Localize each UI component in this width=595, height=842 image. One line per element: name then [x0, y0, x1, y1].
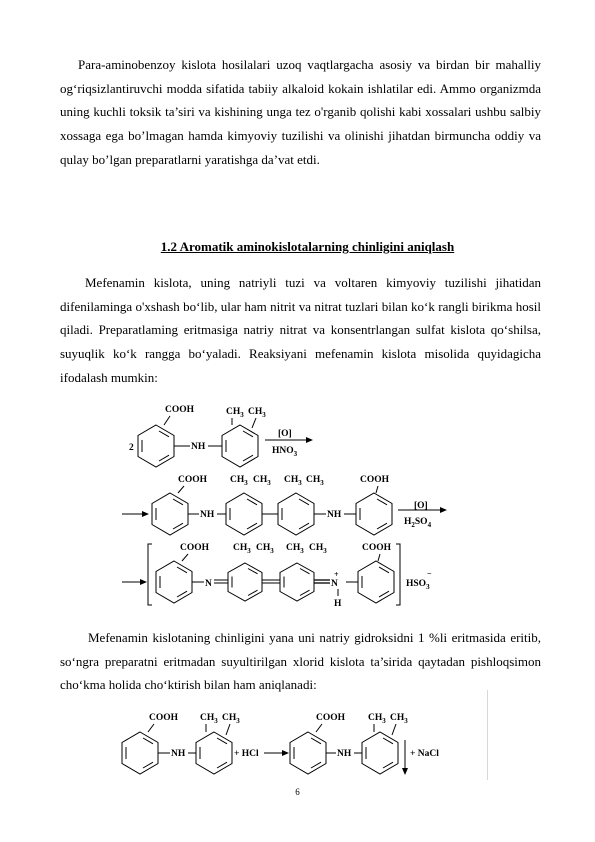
benzene-ring: [196, 732, 232, 774]
cooh-label: COOH: [178, 475, 208, 485]
scheme1-row2: [122, 475, 447, 535]
margin-line: [487, 690, 488, 780]
scheme1-row1: [129, 405, 313, 467]
paragraph-reaction-description: Mefenamin kislota, uning natriyli tuzi va voltaren kimyoviy tuzilishi jihatidan difenilaminga o'xshash bo‘lib, ular ham nitrit va nitrat tuzlari bilan ko‘k rangli birikma hosil qiladi. Preparatlaming eritmasiga natriy nitrat va konsentrlangan sulfat kislota qo‘shilsa, suyuqlik ko‘k rangga bo‘yaladi. Reaksiyani mefenamin kislota misolida quyidagicha ifodalash mumkin:: [60, 275, 541, 385]
svg-text:CH3: $CH_3$: [248, 407, 266, 419]
svg-text:CH3: $CH_3$: [230, 475, 248, 487]
methyl-label: CH: [284, 475, 299, 485]
methyl-label: CH: [286, 543, 301, 553]
nitrogen-label: N: [331, 579, 338, 589]
svg-text:HNO3: $HNO_3$: [272, 446, 298, 458]
svg-text:CH3: $CH_3$: [253, 475, 271, 487]
quinoid-ring: [228, 563, 262, 601]
cooh-label: COOH: [180, 543, 210, 553]
cooh-label: COOH: [316, 713, 346, 723]
section-heading: 1.2 Aromatik aminokislotalarning chinligini aniqlash: [160, 239, 455, 254]
reagent-sulfuric-acid: H: [404, 517, 412, 527]
svg-text:CH3: $CH_3$: [390, 713, 408, 725]
bisulfate-label: HSO: [406, 579, 427, 589]
methyl-label: CH: [253, 475, 268, 485]
methyl-label: CH: [368, 713, 383, 723]
svg-text:CH3: $CH_3$: [200, 713, 218, 725]
reagent-nitric-acid: HNO: [272, 446, 294, 456]
paragraph-intro: Para-aminobenzoy kislota hosilalari uzoq vaqtlargacha asosiy va birdan bir mahalliy og‘riqsizlantiruvchi modda sifatida tabiiy alkaloid kokain ishlatilar edi. Ammo organizmda uning kuchli toksik ta’siri va kishining unga tez o'rganib qolishi kabi xossalari ushbu salbiy xossaga ega bo’lmagan hamda kimyoviy tuzilishi va olinishi jihatdan birmuncha oddiy va qulay bo’lgan preparatlarni yaratishga da’vat etdi.: [60, 57, 541, 167]
reagent-hcl: + HCl: [234, 749, 259, 759]
coefficient-label: 2: [129, 443, 134, 453]
svg-text:CH3: $CH_3$: [286, 543, 304, 555]
benzene-ring: [222, 425, 258, 467]
cooh-label: COOH: [362, 543, 392, 553]
nh-label: NH: [191, 442, 206, 452]
methyl-label: CH: [309, 543, 324, 553]
benzene-ring: [156, 561, 192, 603]
methyl-label: CH: [248, 407, 263, 417]
svg-text:H2SO4: $H_2SO_4$: [404, 517, 432, 529]
methyl-label: CH: [306, 475, 321, 485]
benzene-ring: [356, 493, 392, 535]
scheme1-row3: [122, 543, 432, 609]
precipitate-arrow: [402, 768, 408, 775]
nh-label: NH: [337, 749, 352, 759]
hydrogen-label: H: [334, 599, 342, 609]
methyl-label: CH: [256, 543, 271, 553]
benzene-ring: [290, 732, 326, 774]
svg-text:CH3: $CH_3$: [284, 475, 302, 487]
svg-text:CH3: $CH_3$: [256, 543, 274, 555]
benzene-ring: [138, 425, 174, 467]
benzene-ring: [226, 493, 262, 535]
minus-charge: −: [427, 569, 432, 578]
scheme2: [122, 713, 439, 775]
nh-label: NH: [171, 749, 186, 759]
reagent-oxidation: [O]: [278, 429, 292, 439]
cooh-label: COOH: [165, 405, 195, 415]
page-number: 6: [295, 787, 300, 797]
svg-text:CH3: $CH_3$: [368, 713, 386, 725]
methyl-label: CH: [222, 713, 237, 723]
methyl-label: CH: [233, 543, 248, 553]
svg-text:CH3: $CH_3$: [233, 543, 251, 555]
benzene-ring: [358, 561, 394, 603]
cooh-label: COOH: [149, 713, 179, 723]
quinoid-ring: [280, 563, 314, 601]
nitrogen-label: N: [205, 579, 212, 589]
methyl-label: CH: [390, 713, 405, 723]
svg-text:CH3: $CH_3$: [222, 713, 240, 725]
svg-text:CH3: $CH_3$: [306, 475, 324, 487]
nh-label: NH: [200, 510, 215, 520]
paragraph-identification: Mefenamin kislotaning chinligini yana uni natriy gidroksidni 1 %li eritmasida eritib, so‘ngra preparatni eritmadan suyultirilgan xlorid kislota ta’sirida qaytadan pishloqsimon cho‘kma holida cho‘ktirish bilan ham aniqlanadi:: [60, 630, 541, 693]
benzene-ring: [362, 732, 398, 774]
cooh-label: COOH: [360, 475, 390, 485]
svg-text:CH3: $CH_3$: [309, 543, 327, 555]
svg-text:CH3: $CH_3$: [226, 407, 244, 419]
reagent-nacl: + NaCl: [410, 749, 439, 759]
benzene-ring: [122, 732, 158, 774]
methyl-label: CH: [226, 407, 241, 417]
plus-charge: +: [334, 570, 339, 579]
nh-label: NH: [327, 510, 342, 520]
methyl-label: CH: [200, 713, 215, 723]
methyl-label: CH: [230, 475, 245, 485]
reagent-oxidation: [O]: [414, 501, 428, 511]
benzene-ring: [152, 493, 188, 535]
benzene-ring: [278, 493, 314, 535]
svg-text:HSO3: $HSO_3$: [406, 579, 430, 591]
